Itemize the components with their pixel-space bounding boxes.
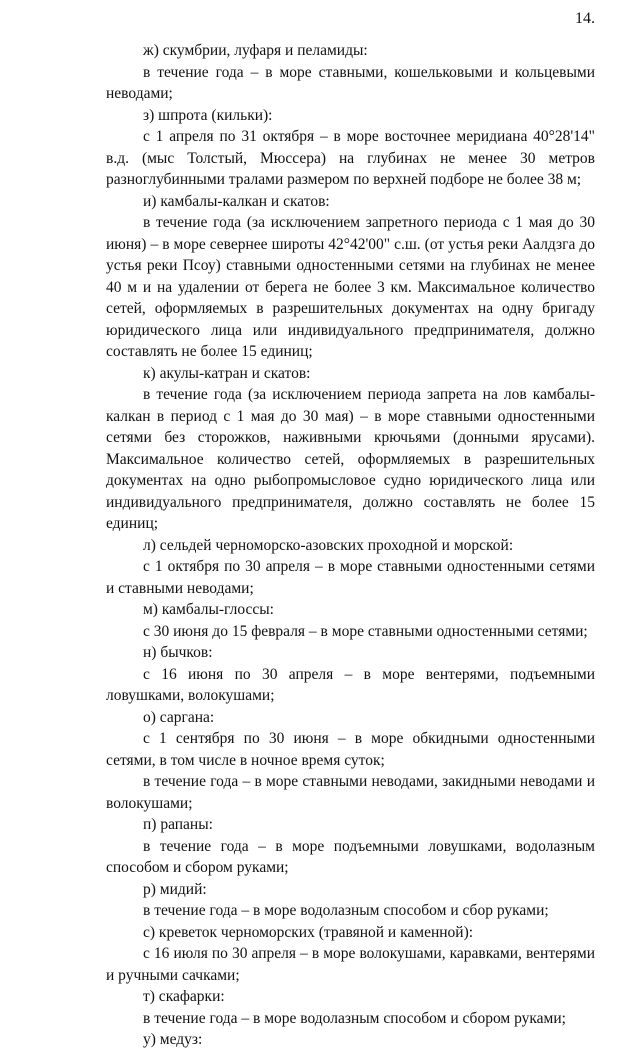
paragraph: в течение года – в море водолазным способом и сбор руками; — [143, 902, 549, 919]
paragraph: в течение года – в море ставными, кошельковыми и кольцевыми неводами; — [106, 63, 595, 102]
paragraph: с 30 июня до 15 февраля – в море ставными одностенными сетями; — [143, 622, 588, 640]
paragraph: м) камбалы-глоссы: — [143, 601, 274, 618]
paragraph: к) акулы-катран и скатов: — [143, 364, 311, 382]
paragraph: в течение года – в море ставными неводами, закидными неводами и волокушами; — [106, 773, 595, 812]
paragraph: с) креветок черноморских (травяной и каменной): — [143, 923, 474, 941]
paragraph: с 16 июня по 30 апреля – в море вентерями, подъемными ловушками, волокушами; — [106, 665, 595, 704]
paragraph: в течение года – в море подъемными ловушками, водолазным способом и сбором руками; — [106, 837, 595, 876]
document-body — [106, 40, 595, 1051]
paragraph: в течение года (за исключением запретного периода с 1 мая до 30 июня) – в море севернее широты 42°42'00" с.ш. (от устья реки Аалдзга до устья реки Псоу) ставными одностенными сетями на глубинах не менее 40 м и на удалении от берега не более 3 км. Максимальное количество сетей, оформляемых в разрешительных документах на одну бригаду юридического лица или индивидуального предпринимателя, должно составлять не более 15 единиц; — [106, 214, 595, 360]
paragraph: т) скафарки: — [143, 988, 225, 1005]
paragraph: л) сельдей черноморско-азовских проходной и морской: — [143, 536, 514, 554]
paragraph: у) медуз: — [143, 1031, 203, 1048]
paragraph: з) шпрота (кильки): — [143, 106, 273, 124]
paragraph: в течение года – в море водолазным способом и сбором руками; — [143, 1009, 566, 1027]
paragraph: и) камбалы-калкан и скатов: — [143, 192, 330, 210]
paragraph: с 1 октября по 30 апреля – в море ставными одностенными сетями и ставными неводами; — [106, 558, 595, 597]
paragraph: с 1 сентября по 30 июня – в море обкидными одностенными сетями, в том числе в ночное время суток; — [106, 730, 595, 769]
paragraph: с 16 июля по 30 апреля – в море волокушами, каравками, вентерями и ручными сачками; — [106, 945, 595, 984]
paragraph: в течение года (за исключением периода запрета на лов камбалы-калкан в период с 1 мая до 30 мая) – в море ставными одностенными сетями без сторожков, наживными крючьями (донными ярусами). Максимальное количество сетей, оформляемых в разрешительных документах на одно рыбопромысловое судно юридического лица или индивидуального предпринимателя, должно составлять не более 15 единиц; — [106, 386, 595, 532]
paragraph: н) бычков: — [143, 644, 213, 661]
paragraph: с 1 апреля по 31 октября – в море восточнее меридиана 40°28'14" в.д. (мыс Толстый, Мюссера) на глубинах не менее 30 метров разноглубинными тралами размером по верхней подборе не более 38 м; — [106, 128, 595, 188]
paragraph: п) рапаны: — [143, 816, 213, 833]
paragraph: ж) скумбрии, луфаря и пеламиды: — [143, 42, 368, 59]
page-number: 14. — [575, 10, 595, 27]
paragraph: о) саргана: — [143, 708, 215, 726]
paragraph: р) мидий: — [143, 880, 207, 898]
